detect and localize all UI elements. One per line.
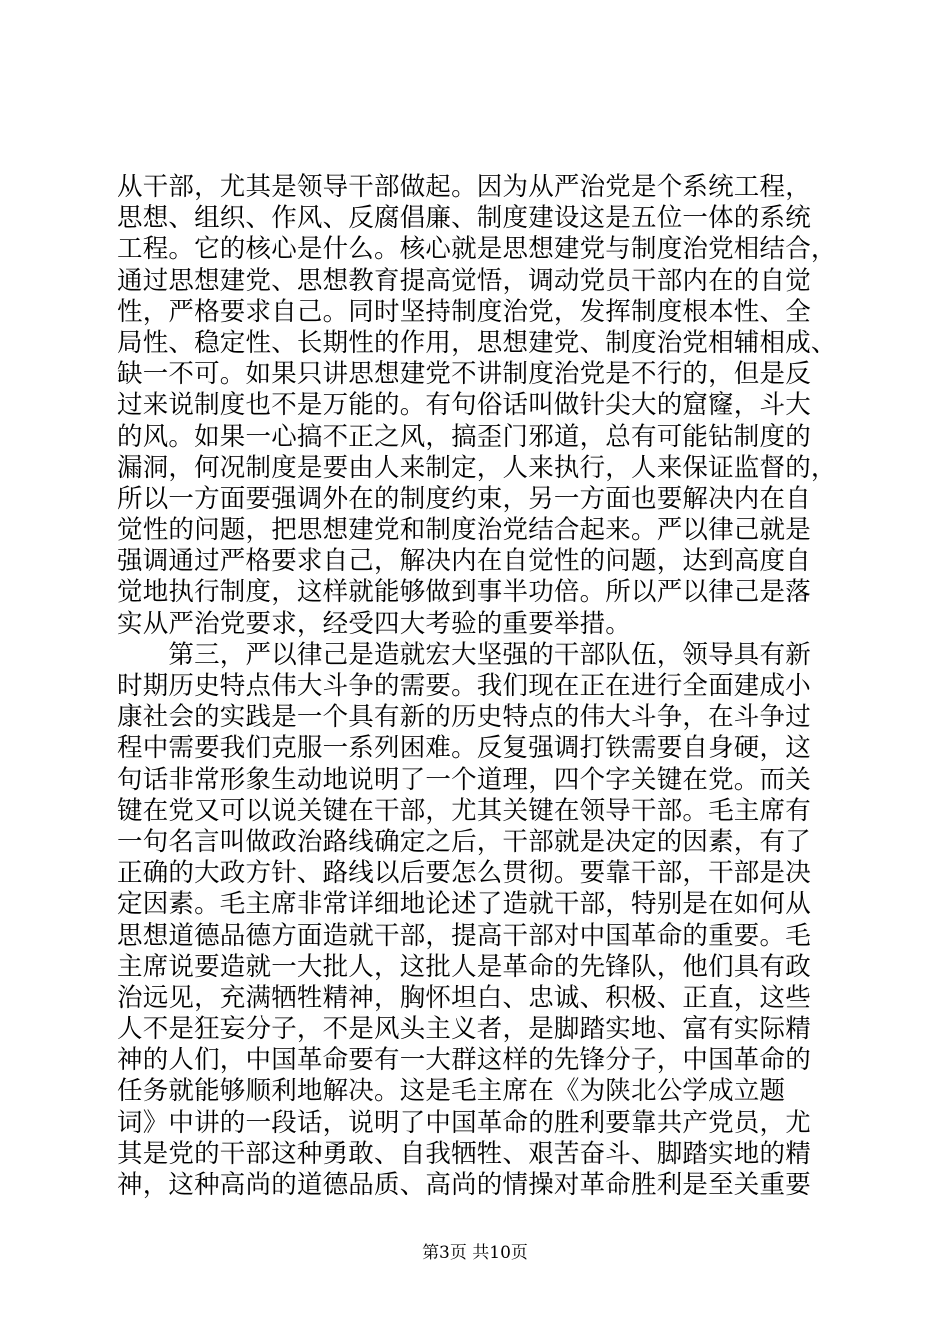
text-line: 人不是狂妄分子，不是风头主义者，是脚踏实地、富有实际精 bbox=[117, 1014, 811, 1045]
text-line: 词》中讲的一段话，说明了中国革命的胜利要靠共产党员，尤 bbox=[117, 1107, 811, 1138]
text-line: 性，严格要求自己。同时坚持制度治党，发挥制度根本性、全 bbox=[117, 296, 811, 327]
text-line: 神的人们，中国革命要有一大群这样的先锋分子，中国革命的 bbox=[117, 1045, 811, 1076]
text-line: 局性、稳定性、长期性的作用，思想建党、制度治党相辅相成、 bbox=[117, 327, 837, 358]
text-line: 实从严治党要求，经受四大考验的重要举措。 bbox=[117, 608, 632, 639]
text-line: 工程。它的核心是什么。核心就是思想建党与制度治党相结合， bbox=[117, 234, 837, 265]
body-text bbox=[117, 172, 837, 1201]
text-line: 任务就能够顺利地解决。这是毛主席在《为陕北公学成立题 bbox=[117, 1076, 786, 1107]
text-line: 其是党的干部这种勇敢、自我牺牲、艰苦奋斗、脚踏实地的精 bbox=[117, 1138, 811, 1169]
text-line: 思想道德品德方面造就干部，提高干部对中国革命的重要。毛 bbox=[117, 920, 811, 951]
text-line: 过来说制度也不是万能的。有句俗话叫做针尖大的窟窿，斗大 bbox=[117, 390, 811, 421]
text-line: 康社会的实践是一个具有新的历史特点的伟大斗争，在斗争过 bbox=[117, 702, 811, 733]
text-line: 的风。如果一心搞不正之风，搞歪门邪道，总有可能钻制度的 bbox=[117, 421, 811, 452]
text-line: 治远见，充满牺牲精神，胸怀坦白、忠诚、积极、正直，这些 bbox=[117, 982, 811, 1013]
text-line: 键在党又可以说关键在干部，尤其关键在领导干部。毛主席有 bbox=[117, 795, 811, 826]
text-line: 一句名言叫做政治路线确定之后，干部就是决定的因素，有了 bbox=[117, 826, 811, 857]
text-line: 主席说要造就一大批人，这批人是革命的先锋队，他们具有政 bbox=[117, 951, 811, 982]
text-line: 程中需要我们克服一系列困难。反复强调打铁需要自身硬，这 bbox=[117, 733, 811, 764]
text-line: 从干部，尤其是领导干部做起。因为从严治党是个系统工程， bbox=[117, 172, 811, 202]
text-line: 思想、组织、作风、反腐倡廉、制度建设这是五位一体的系统 bbox=[117, 203, 811, 234]
text-line: 通过思想建党、思想教育提高觉悟，调动党员干部内在的自觉 bbox=[117, 265, 811, 296]
text-line: 觉性的问题，把思想建党和制度治党结合起来。严以律己就是 bbox=[117, 515, 811, 546]
text-line: 强调通过严格要求自己，解决内在自觉性的问题，达到高度自 bbox=[117, 546, 811, 577]
text-line: 缺一不可。如果只讲思想建党不讲制度治党是不行的，但是反 bbox=[117, 359, 811, 390]
text-line: 定因素。毛主席非常详细地论述了造就干部，特别是在如何从 bbox=[117, 889, 811, 920]
text-line: 所以一方面要强调外在的制度约束，另一方面也要解决内在自 bbox=[117, 483, 811, 514]
text-line: 正确的大政方针、路线以后要怎么贯彻。要靠干部，干部是决 bbox=[117, 858, 811, 889]
text-line: 时期历史特点伟大斗争的需要。我们现在正在进行全面建成小 bbox=[117, 671, 811, 701]
text-line: 第三，严以律己是造就宏大坚强的干部队伍，领导具有新 bbox=[117, 639, 811, 670]
text-line: 句话非常形象生动地说明了一个道理，四个字关键在党。而关 bbox=[117, 764, 811, 795]
page-footer: 第3页 共10页 bbox=[422, 1243, 528, 1263]
text-line: 神，这种高尚的道德品质、高尚的情操对革命胜利是至关重要 bbox=[117, 1170, 811, 1200]
text-line: 觉地执行制度，这样就能够做到事半功倍。所以严以律己是落 bbox=[117, 577, 811, 608]
text-line: 漏洞，何况制度是要由人来制定，人来执行，人来保证监督的， bbox=[117, 452, 837, 483]
